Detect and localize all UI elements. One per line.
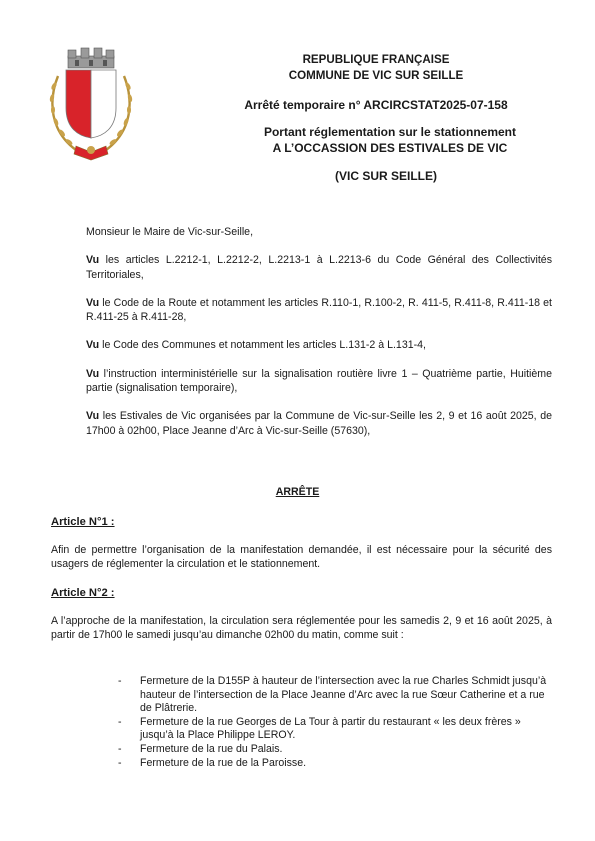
document-header: [196, 52, 556, 183]
vu-text: le Code de la Route et notamment les articles R.110-1, R.100-2, R. 411-5, R.411-8, R.411-18 et R.411-25 à R.411-28,: [86, 296, 552, 324]
vu-text: les Estivales de Vic organisées par la Commune de Vic-sur-Seille les 2, 9 et 16 août 2025, de 17h00 à 02h00, Place Jeanne d’Arc à Vic-sur-Seille (57630),: [86, 410, 552, 437]
arrete-object: [196, 124, 556, 156]
vu-item: [86, 367, 552, 396]
arrete-object-line2: A L’OCCASSION DES ESTIVALES DE VIC: [272, 141, 508, 155]
vu-item: [86, 296, 552, 325]
vu-text: l’instruction interministérielle sur la signalisation routière livre 1 – Quatrième partie, Huitième partie (signalisation temporaire),: [86, 367, 552, 395]
bullet-dash: -: [118, 715, 122, 728]
decision-title: ARRÊTE: [275, 486, 320, 498]
bullet-dash: -: [118, 742, 122, 755]
arrete-object-line1: Portant réglementation sur le stationnement: [263, 125, 517, 139]
coat-of-arms-icon: [46, 46, 136, 164]
vu-label: Vu: [86, 367, 100, 380]
vu-label: Vu: [86, 410, 100, 423]
commune-name: (VIC SUR SEILLE): [334, 169, 437, 183]
article-2-list: [118, 675, 554, 770]
vu-text: le Code des Communes et notamment les articles L.131-2 à L.131-4,: [99, 339, 426, 352]
list-item-text: Fermeture de la rue Georges de La Tour à partir du restaurant « les deux frères » jusqu’à la Place Philippe LEROY.: [140, 715, 521, 742]
vu-item: [86, 253, 552, 282]
list-item: [118, 757, 554, 771]
vu-item: [86, 338, 552, 352]
vu-item: [86, 409, 552, 438]
commune-title: COMMUNE DE VIC SUR SEILLE: [288, 69, 464, 82]
bullet-dash: -: [118, 756, 122, 769]
vu-label: Vu: [86, 254, 100, 267]
arrete-number: Arrêté temporaire n° ARCIRCSTAT2025-07-158: [244, 98, 508, 112]
list-item-text: Fermeture de la rue de la Paroisse.: [140, 756, 307, 769]
list-item: [118, 716, 554, 743]
list-item-text: Fermeture de la D155P à hauteur de l’intersection avec la rue Charles Schmidt jusqu’à hauteur de l’intersection de la Place Jeanne d’Arc avec la rue Sœur Catherine et a rue de Plâtrerie.: [140, 675, 547, 715]
list-item: [118, 743, 554, 757]
bullet-dash: -: [118, 675, 122, 687]
preamble: [86, 225, 552, 452]
republic-title: REPUBLIQUE FRANÇAISE: [302, 53, 450, 66]
article-1-text: Afin de permettre l’organisation de la manifestation demandée, il est nécessaire pour la sécurité des usagers de réglementer la circulation et le stationnement.: [51, 544, 552, 571]
list-item-text: Fermeture de la rue du Palais.: [140, 742, 283, 755]
vu-label: Vu: [86, 296, 100, 309]
article-2-title: Article N°2 :: [51, 587, 115, 599]
vu-text: les articles L.2212-1, L.2212-2, L.2213-1 à L.2213-6 du Code Général des Collectivités Territoriales,: [86, 254, 552, 281]
article-2-text: A l’approche de la manifestation, la circulation sera réglementée pour les samedis 2, 9 et 16 août 2025, à partir de 17h00 le samedi jusqu’au dimanche 02h00 du matin, comme suit :: [51, 615, 552, 642]
preamble-intro: Monsieur le Maire de Vic-sur-Seille,: [86, 226, 254, 238]
article-1-title: Article N°1 :: [51, 516, 115, 528]
list-item: [118, 675, 554, 716]
vu-label: Vu: [86, 339, 100, 352]
